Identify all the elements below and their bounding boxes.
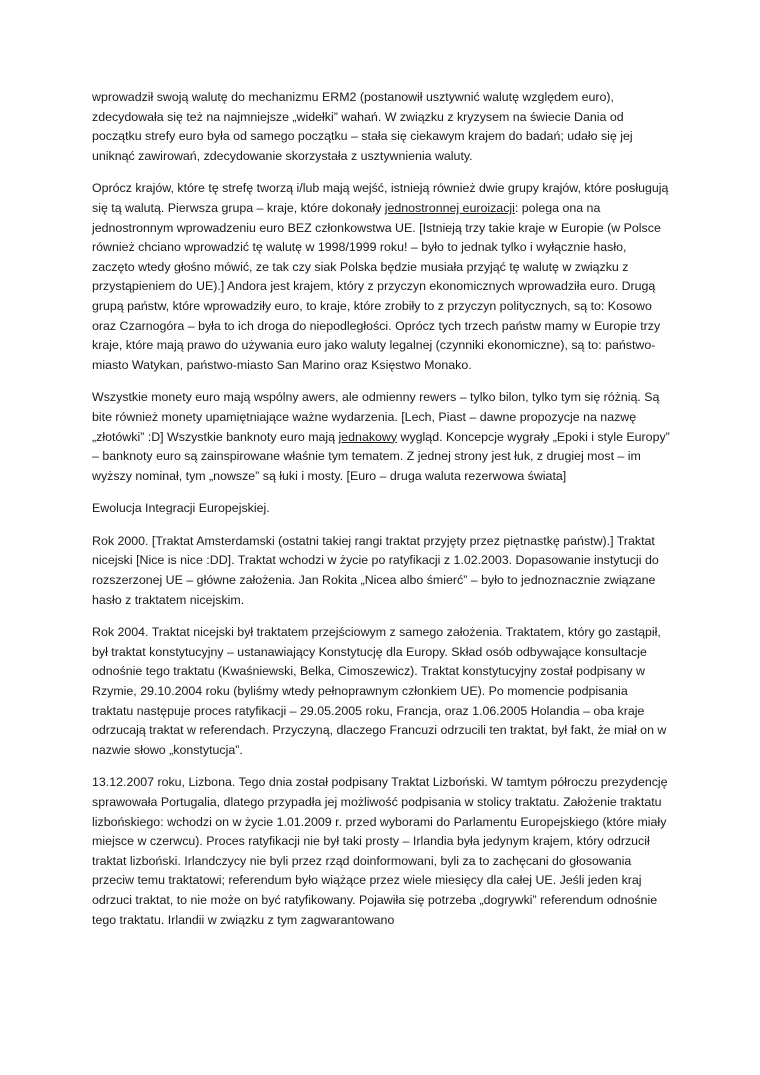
section-heading [92, 499, 672, 519]
underlined-term: jednakowy [338, 429, 398, 444]
paragraph-year-2004 [92, 623, 672, 760]
text-span: : polega ona na jednostronnym wprowadzeniu euro BEZ członkowstwa UE. [Istnieją trzy takie kraje w Europie (w Polsce również chciano wprowadzić tę walutę w 1998/1999 roku! – było to jednak tylko i wyłącznie hasło, zaczęto wtedy głośno mówić, ze tak czy siak Polska będzie musiała przyjąć tę walutę w związku z przystąpieniem do UE).] Andora jest krajem, który z przyczyn ekonomicznych wprowadziła euro. Drugą grupą państw, które wprowadziły euro, to kraje, które zrobiły to z przyczyn politycznych, są to: Kosowo oraz Czarnogóra – była to ich droga do niepodległości. Oprócz tych trzech państw mamy w Europie trzy kraje, które mają prawo do używania euro jako waluty legalnej (czynniki ekonomiczne), są to: państwo-miasto Watykan, państwo-miasto San Marino oraz Księstwo Monako. [92, 200, 661, 372]
text-span: Rok 2000. [Traktat Amsterdamski (ostatni takiej rangi traktat przyjęty przez piętnastkę państw).] Traktat nicejski [Nice is nice :DD]. Traktat wchodzi w życie po ratyfikacji z 1.02.2003. Dopasowanie instytucji do rozszerzonej UE – główne założenia. Jan Rokita „Nicea albo śmierć” – było to jednoznacznie związane hasło z traktatem nicejskim. [92, 533, 659, 607]
paragraph-coins-banknotes [92, 388, 672, 486]
underlined-term: jednostronnej euroizacji [384, 200, 515, 215]
text-span: Oprócz krajów, które tę strefę tworzą i/lub mają wejść, istnieją również dwie grupy krajów, które posługują się tą walutą. Pierwsza grupa – kraje, które dokonały [92, 181, 669, 215]
heading-text: Ewolucja Integracji Europejskiej. [92, 501, 270, 516]
text-span: wygląd. Koncepcje wygrały „Epoki i style Europy” – banknoty euro są zainspirowane właśnie tym tematem. Z jednej strony jest łuk, z drugiej most – im wyższy nominał, tym „nowsze” są łuki i mosty. [Euro – druga waluta rezerwowa świata] [92, 429, 670, 483]
text-span: Wszystkie monety euro mają wspólny awers, ale odmienny rewers – tylko bilon, tylko tym się różnią. Są bite również monety upamiętniające ważne wydarzenia. [Lech, Piast – dawne propozycje na nazwę „złotówki” :D] Wszystkie banknoty euro mają [92, 390, 660, 444]
text-span: 13.12.2007 roku, Lizbona. Tego dnia został podpisany Traktat Lizboński. W tamtym półroczu prezydencję sprawowała Portugalia, dlatego przypadła jej możliwość podpisania w stolicy traktatu. Założenie traktatu lizbońskiego: wchodzi on w życie 1.01.2009 r. przed wyborami do Parlamentu Europejskiego (które miały miejsce w czerwcu). Proces ratyfikacji nie był taki prosty – Irlandia była jedynym krajem, który odrzucił traktat lizboński. Irlandczycy nie byli przez rząd doinformowani, byli za to zachęcani do głosowania przeciw temu traktatowi; referendum było wiążące przez wiele miesięcy dla całej UE. Jeśli jeden kraj odrzuci traktat, to nie może on być ratyfikowany. Pojawiła się potrzeba „dogrywki” referendum odnośnie tego traktatu. Irlandii w związku z tym zagwarantowano [92, 775, 668, 927]
text-span: Rok 2004. Traktat nicejski był traktatem przejściowym z samego założenia. Traktatem, który go zastąpił, był traktat konstytucyjny – ustanawiający Konstytucję dla Europy. Skład osób odbywające konsultacje odnośnie tego traktatu (Kwaśniewski, Belka, Cimoszewicz). Traktat konstytucyjny został podpisany w Rzymie, 29.10.2004 roku (byliśmy wtedy pełnoprawnym członkiem UE). Po momencie podpisania traktatu następuje proces ratyfikacji – 29.05.2005 roku, Francja, oraz 1.06.2005 Holandia – oba kraje odrzucają traktat w referendach. Przyczyną, dlaczego Francuzi odrzucili ten traktat, był fakt, że miał on w nazwie słowo „konstytucja”. [92, 625, 667, 757]
text-span: wprowadził swoją walutę do mechanizmu ERM2 (postanowił usztywnić walutę względem euro), zdecydowała się też na najmniejsze „widełki” wahań. W związku z kryzysem na świecie Dania od początku strefy euro była od samego początku – stała się ciekawym krajem do badań; udało się jej uniknąć zawirowań, zdecydowanie skorzystała z usztywnienia waluty. [92, 90, 633, 163]
paragraph-erm2-denmark [92, 88, 672, 166]
paragraph-year-2000 [92, 532, 672, 610]
document-body [92, 88, 672, 943]
paragraph-lisbon-treaty [92, 773, 672, 930]
paragraph-euroization [92, 179, 672, 375]
